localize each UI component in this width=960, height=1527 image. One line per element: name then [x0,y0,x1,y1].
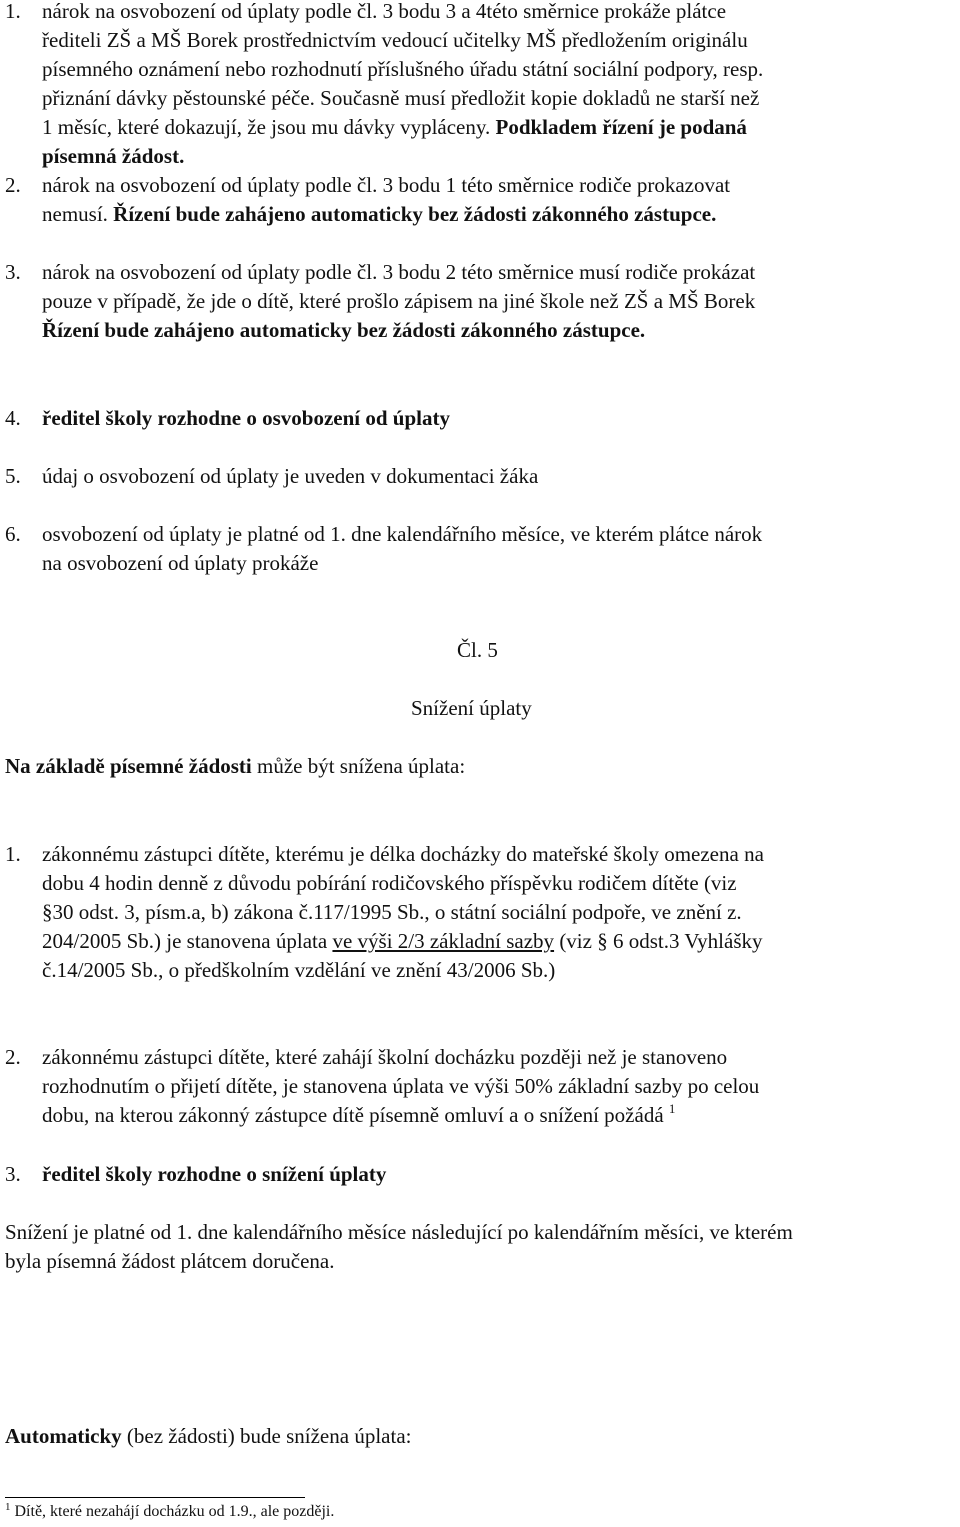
item-number: 3. [5,1162,21,1186]
item-text: nárok na osvobození od úplaty podle čl. 3 bodu 1 této směrnice rodiče prokazovat [42,173,731,197]
validity-text: byla písemná žádost plátcem doručena. [5,1249,335,1273]
item-text: nárok na osvobození od úplaty podle čl. 3 bodu 3 a 4této směrnice prokáže plátce [42,0,727,23]
footnote-ref: 1 [668,1101,676,1116]
item-text-line [42,1101,675,1130]
item-text-bold: ředitel školy rozhodne o osvobození od úplaty [42,406,450,430]
item-number: 3. [5,260,21,284]
automatic-bold: Automaticky [5,1424,122,1448]
item-text-bold: Řízení bude zahájeno automaticky bez žádosti zákonného zástupce. [113,202,717,226]
item-text: nárok na osvobození od úplaty podle čl. 3 bodu 2 této směrnice musí rodiče prokázat [42,260,756,284]
item-text: přiznání dávky pěstounské péče. Současně musí předložit kopie dokladů ne starší než [42,86,760,110]
automatic-line [5,1422,411,1451]
item-number: 1. [5,0,21,23]
item-text-bold: Řízení bude zahájeno automaticky bez žádosti zákonného zástupce. [42,318,646,342]
item-text: 204/2005 Sb.) je stanovena úplata [42,929,333,953]
footnote [5,1503,334,1521]
item-text-bold: písemná žádost. [42,144,185,168]
item-number: 5. [5,464,21,488]
item-text: písemného oznámení nebo rozhodnutí příslušného úřadu státní sociální podpory, resp. [42,57,764,81]
item-text-bold: Podkladem řízení je podaná [495,115,747,139]
item-text: nemusí. [42,202,108,226]
item-text: (viz § 6 odst.3 Vyhlášky [554,929,763,953]
item-text: pouze v případě, že jde o dítě, které prošlo zápisem na jiné škole než ZŠ a MŠ Borek [42,289,756,313]
item-text: řediteli ZŠ a MŠ Borek prostřednictvím vedoucí učitelky MŠ předložením originálu [42,28,748,52]
footnote-mark: 1 [5,1501,11,1513]
article-title: Snížení úplaty [411,696,532,720]
automatic-rest: (bez žádosti) bude snížena úplata: [121,1424,412,1448]
item-text-bold: ředitel školy rozhodne o snížení úplaty [42,1162,387,1186]
item-text-line [42,113,747,142]
item-text: na osvobození od úplaty prokáže [42,551,319,575]
item-text: rozhodnutím o přijetí dítěte, je stanovena úplata ve výši 50% základní sazby po celou [42,1074,760,1098]
article-number: Čl. 5 [457,638,498,662]
item-number: 2. [5,173,21,197]
intro-rest: může být snížena úplata: [251,754,466,778]
validity-text: Snížení je platné od 1. dne kalendářního měsíce následující po kalendářním měsíci, ve kterém [5,1220,793,1244]
item-text: §30 odst. 3, písm.a, b) zákona č.117/1995 Sb., o státní sociální podpoře, ve znění z. [42,900,742,924]
item-text: č.14/2005 Sb., o předškolním vzdělání ve znění 43/2006 Sb.) [42,958,556,982]
item-text: zákonnému zástupci dítěte, které zahájí školní docházku později než je stanoveno [42,1045,728,1069]
footnote-divider [5,1497,305,1498]
intro-line [5,752,465,781]
intro-bold: Na základě písemné žádosti [5,754,252,778]
item-text: osvobození od úplaty je platné od 1. dne kalendářního měsíce, ve kterém plátce nárok [42,522,763,546]
item-text-line [42,200,716,229]
item-text: dobu, na kterou zákonný zástupce dítě písemně omluví a o snížení požádá [42,1103,664,1127]
footnote-text: Dítě, které nezahájí docházku od 1.9., ale později. [10,1503,335,1520]
item-text-line [42,927,763,956]
item-number: 4. [5,406,21,430]
item-number: 1. [5,842,21,866]
item-text: dobu 4 hodin denně z důvodu pobírání rodičovského příspěvku rodičem dítěte (viz [42,871,737,895]
underlined-rate: ve výši 2/3 základní sazby [332,929,555,953]
item-text: údaj o osvobození od úplaty je uveden v dokumentaci žáka [42,464,539,488]
item-number: 6. [5,522,21,546]
item-text: 1 měsíc, které dokazují, že jsou mu dávky vypláceny. [42,115,491,139]
item-number: 2. [5,1045,21,1069]
item-text: zákonnému zástupci dítěte, kterému je délka docházky do mateřské školy omezena na [42,842,764,866]
